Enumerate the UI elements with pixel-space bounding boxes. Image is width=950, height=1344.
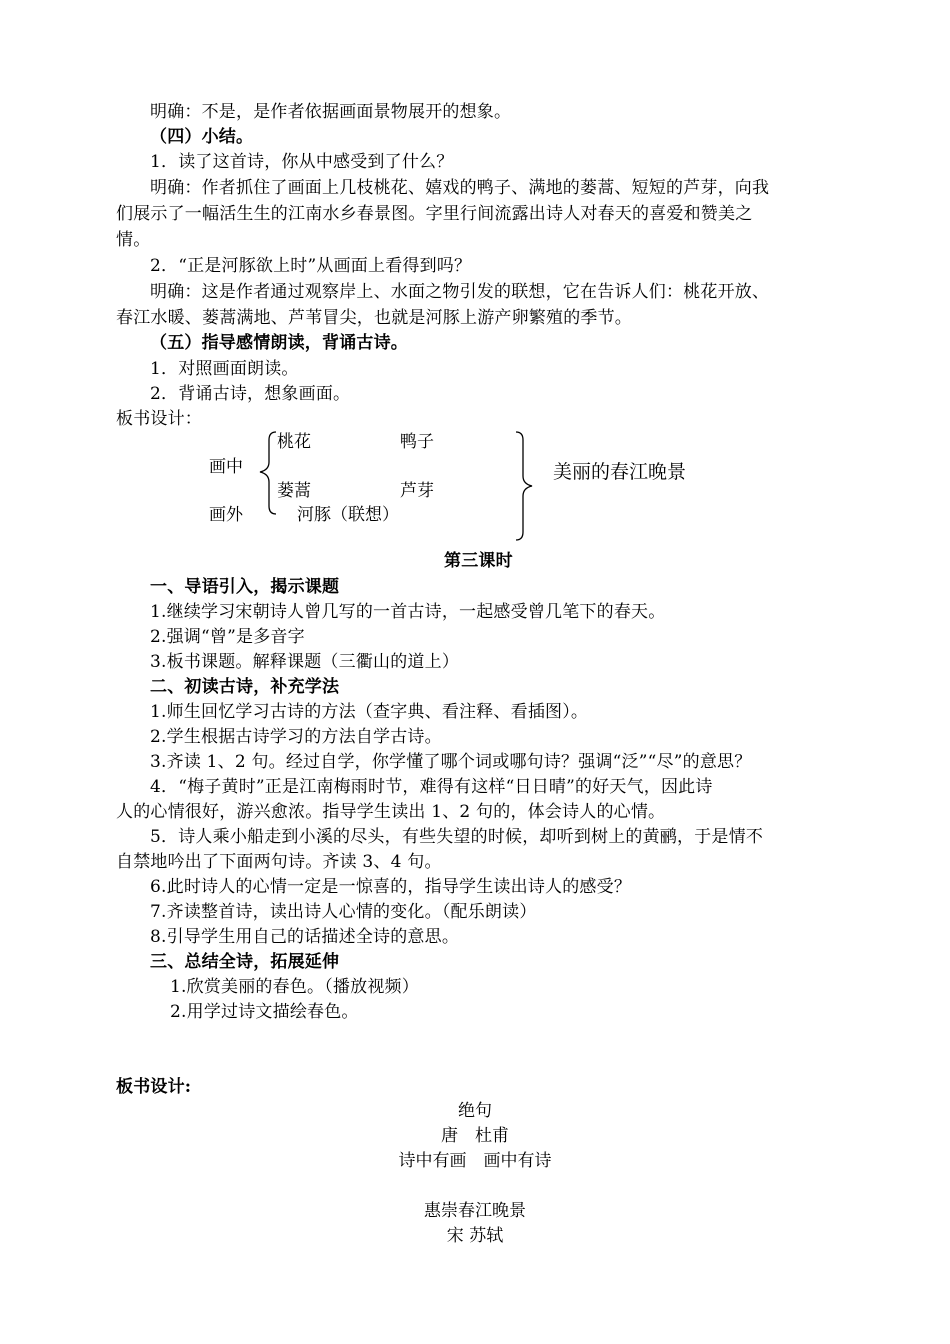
poem-title: 绝句 bbox=[458, 1101, 492, 1121]
board-item-puffer: 河豚（联想） bbox=[297, 505, 399, 525]
paragraph-line: 3.齐读 1、2 句。经过自学，你学懂了哪个词或哪句诗？强调“泛”“尽”的意思？ bbox=[150, 752, 752, 772]
paragraph-line: 1．对照画面朗读。 bbox=[150, 359, 299, 379]
lesson-title: 第三课时 bbox=[444, 551, 513, 571]
paragraph-line: 1.欣赏美丽的春色。（播放视频） bbox=[170, 977, 419, 997]
paragraph-line: 明确：作者抓住了画面上几枝桃花、嬉戏的鸭子、满地的蒌蒿、短短的芦芽，向我 bbox=[150, 178, 770, 198]
right-brace-icon bbox=[512, 430, 536, 542]
paragraph-line: 4．“梅子黄时”正是江南梅雨时节，难得有这样“日日晴”的好天气，因此诗 bbox=[150, 777, 713, 797]
poem-title: 惠崇春江晚景 bbox=[424, 1201, 526, 1221]
paragraph-line: 春江水暖、蒌蒿满地、芦苇冒尖，也就是河豚上游产卵繁殖的季节。 bbox=[116, 308, 632, 328]
paragraph-line: 2.强调“曾”是多音字 bbox=[150, 627, 305, 647]
paragraph-line: 2．“正是河豚欲上时”从画面上看得到吗？ bbox=[150, 256, 472, 276]
paragraph-line: 2.学生根据古诗学习的方法自学古诗。 bbox=[150, 727, 442, 747]
paragraph-line: 们展示了一幅活生生的江南水乡春景图。字里行间流露出诗人对春天的喜爱和赞美之 bbox=[116, 204, 753, 224]
paragraph-line: 明确：这是作者通过观察岸上、水面之物引发的联想，它在告诉人们：桃花开放、 bbox=[150, 282, 770, 302]
board-item-reed: 芦芽 bbox=[400, 481, 434, 501]
section-heading: （四）小结。 bbox=[150, 127, 254, 147]
poem-author: 唐 杜甫 bbox=[441, 1126, 509, 1146]
board-item-peach: 桃花 bbox=[277, 432, 311, 452]
board-design-label: 板书设计: bbox=[116, 1077, 192, 1097]
paragraph-line: 1．读了这首诗，你从中感受到了什么？ bbox=[150, 152, 454, 172]
paragraph-line: 人的心情很好，游兴愈浓。指导学生读出 1、2 句的，体会诗人的心情。 bbox=[116, 802, 666, 822]
board-item-artemisia: 蒌蒿 bbox=[277, 481, 311, 501]
board-outside-label: 画外 bbox=[209, 505, 243, 525]
section-heading: 一、导语引入，揭示课题 bbox=[150, 577, 340, 597]
paragraph-line: 5．诗人乘小船走到小溪的尽头，有些失望的时候，却听到树上的黄鹂，于是情不 bbox=[150, 827, 764, 847]
paragraph-line: 情。 bbox=[116, 230, 151, 250]
paragraph-line: 2．背诵古诗，想象画面。 bbox=[150, 384, 351, 404]
paragraph-line: 7.齐读整首诗，读出诗人心情的变化。（配乐朗读） bbox=[150, 902, 537, 922]
section-heading: 二、初读古诗，补充学法 bbox=[150, 677, 340, 697]
paragraph-line: 3.板书课题。解释课题（三衢山的道上） bbox=[150, 652, 460, 672]
board-item-duck: 鸭子 bbox=[400, 432, 434, 452]
paragraph-line: 6.此时诗人的心情一定是一惊喜的，指导学生读出诗人的感受？ bbox=[150, 877, 632, 897]
paragraph-line: 自禁地吟出了下面两句诗。齐读 3、4 句。 bbox=[116, 852, 442, 872]
paragraph-line: 1.继续学习宋朝诗人曾几写的一首古诗，一起感受曾几笔下的春天。 bbox=[150, 602, 666, 622]
poem-author: 宋 苏轼 bbox=[446, 1226, 504, 1246]
paragraph-line: 明确：不是，是作者依据画面景物展开的想象。 bbox=[150, 102, 512, 122]
board-inside-label: 画中 bbox=[209, 457, 243, 477]
paragraph-line: 2.用学过诗文描绘春色。 bbox=[170, 1002, 359, 1022]
board-design-label: 板书设计： bbox=[116, 409, 202, 429]
paragraph-line: 8.引导学生用自己的话描述全诗的意思。 bbox=[150, 927, 460, 947]
section-heading: （五）指导感情朗读，背诵古诗。 bbox=[150, 333, 408, 353]
board-summary: 美丽的春江晚景 bbox=[553, 461, 687, 483]
paragraph-line: 1.师生回忆学习古诗的方法（查字典、看注释、看插图）。 bbox=[150, 702, 589, 722]
section-heading: 三、总结全诗，拓展延伸 bbox=[150, 952, 340, 972]
board-summary: 诗中有画 画中有诗 bbox=[398, 1151, 552, 1171]
